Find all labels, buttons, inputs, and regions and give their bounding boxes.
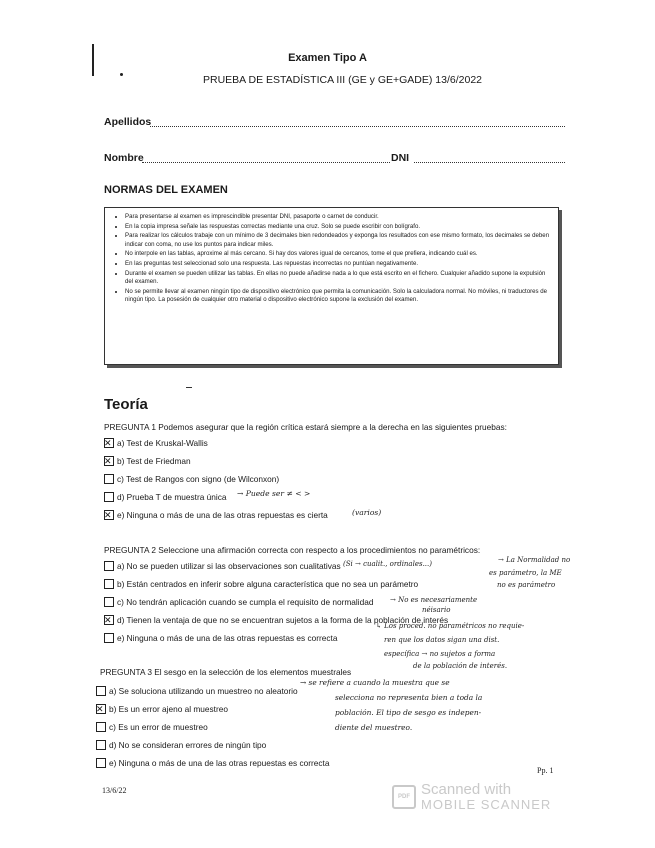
handwritten-note: néisario	[422, 606, 451, 614]
apellidos-line[interactable]	[150, 117, 565, 127]
page-number: Pp. 1	[537, 766, 554, 775]
q1-option-b[interactable]	[104, 456, 191, 466]
handwritten-note: ren que los datos sigan una dist.	[384, 636, 500, 644]
q2-checkbox-e[interactable]	[104, 633, 114, 643]
q3-option-text: c) Es un error de muestreo	[109, 722, 208, 732]
q2-checkbox-c[interactable]	[104, 597, 114, 607]
q2-option-text: b) Están centrados en inferir sobre alguna característica que no sea un parámetro	[117, 579, 419, 589]
norma-item: • En las preguntas test seleccionad solo una respuesta. Las repuestas incorrectas no puntúan negativamente.	[125, 260, 550, 269]
q2-option-b[interactable]	[104, 579, 418, 589]
q3-option-text: b) Es un error ajeno al muestreo	[109, 704, 228, 714]
question-1-title: PREGUNTA 1 Podemos asegurar que la región crítica estará siempre a la derecha en las siguientes pruebas:	[104, 422, 507, 432]
question-3-title: PREGUNTA 3 El sesgo en la selección de los elementos muestrales	[100, 667, 352, 677]
q2-checkbox-d[interactable]	[104, 615, 114, 625]
q1-option-d[interactable]	[104, 492, 226, 502]
q3-checkbox-c[interactable]	[96, 722, 106, 732]
q3-option-d[interactable]	[96, 740, 266, 750]
apellidos-text: Apellidos	[104, 116, 152, 128]
handwritten-note: es parámetro, la ME	[489, 569, 562, 577]
footer-date: 13/6/22	[102, 786, 127, 795]
q3-checkbox-b[interactable]	[96, 704, 106, 714]
handwritten-note: (varios)	[352, 508, 382, 517]
apellidos-label	[104, 116, 151, 128]
q1-option-text: a) Test de Kruskal-Wallis	[117, 438, 208, 448]
nombre-text: Nombre	[104, 152, 144, 164]
scanner-watermark	[392, 782, 551, 812]
norma-item: • Para realizar los cálculos trabaje con un mínimo de 3 decimales bien redondeados y exponga los resultados con ese mismo formato, los decimales se deben indicar con coma, no use los puntos para indicar miles.	[125, 232, 550, 249]
q2-option-e[interactable]	[104, 633, 337, 643]
dni-text: DNI	[391, 152, 410, 164]
handwritten-note: no es parámetro	[497, 581, 556, 589]
exam-title: Examen Tipo A	[288, 52, 367, 64]
nombre-label	[104, 152, 144, 164]
q1-option-a[interactable]	[104, 438, 208, 448]
norma-item: • No interpole en las tablas, aproxime al más cercano. Si hay dos valores igual de cercanos, tome el que prefiera, indicando cuál es.	[125, 250, 550, 259]
q3-checkbox-e[interactable]	[96, 758, 106, 768]
handwritten-note: → No es necesariamente	[390, 596, 478, 604]
q1-option-c[interactable]	[104, 474, 279, 484]
q1-option-text: c) Test de Rangos con signo (de Wilconxon)	[117, 474, 280, 484]
norma-item: • En la copia impresa señale las respuestas correctas mediante una cruz. Solo se puede escribir con bolígrafo.	[125, 223, 550, 232]
question-2-title: PREGUNTA 2 Seleccione una afirmación correcta con respecto a los procedimientos no paramétricos:	[104, 545, 481, 555]
q2-option-text: c) No tendrán aplicación cuando se cumpla el requisito de normalidad	[117, 597, 374, 607]
q3-checkbox-a[interactable]	[96, 686, 106, 696]
handwritten-note: población. El tipo de sesgo es indepen-	[335, 708, 482, 717]
q3-checkbox-d[interactable]	[96, 740, 106, 750]
q2-option-c[interactable]	[104, 597, 373, 607]
q3-option-a[interactable]	[96, 686, 298, 696]
q1-checkbox-d[interactable]	[104, 492, 114, 502]
q1-option-e[interactable]	[104, 510, 328, 520]
normas-box	[104, 207, 559, 365]
watermark-text	[421, 782, 551, 812]
handwritten-note: selecciona no representa bien a toda la	[335, 693, 483, 702]
norma-item: • Durante el examen se pueden utilizar las tablas. En ellas no puede añadirse nada a lo que está escrito en el fichero. Cualquier añadido supone la expulsión del examen.	[125, 270, 550, 287]
nombre-line[interactable]	[142, 153, 390, 163]
normas-title: NORMAS DEL EXAMEN	[104, 184, 228, 196]
norma-item: • No se permite llevar al examen ningún tipo de dispositivo electrónico que permita la comunicación. Solo la calculadora normal. No móviles, ni traductores de ningún tipo. La posesión de cualquier otro material o dispositivo electrónico supone la exclusión del examen.	[125, 288, 550, 305]
q2-checkbox-a[interactable]	[104, 561, 114, 571]
q2-checkbox-b[interactable]	[104, 579, 114, 589]
q1-option-text: d) Prueba T de muestra única	[117, 492, 227, 502]
scan-tick	[186, 387, 192, 388]
handwritten-note: → se refiere a cuando la muestra que se	[300, 678, 450, 687]
q3-option-text: e) Ninguna o más de una de las otras repuestas es correcta	[109, 758, 330, 768]
dni-label	[391, 152, 409, 164]
q1-option-text: e) Ninguna o más de una de las otras repuestas es cierta	[117, 510, 328, 520]
q3-option-text: a) Se soluciona utilizando un muestreo no aleatorio	[109, 686, 298, 696]
handwritten-note: → Puede ser ≠ < >	[237, 489, 311, 498]
handwritten-note: específica → no sujetos a forma	[384, 650, 496, 658]
handwritten-note: diente del muestreo.	[335, 723, 413, 732]
q3-option-c[interactable]	[96, 722, 208, 732]
q1-checkbox-e[interactable]	[104, 510, 114, 520]
handwritten-note: → La Normalidad no	[498, 556, 571, 564]
watermark-line1: Scanned with	[421, 781, 512, 798]
handwritten-note: (Si → cualit., ordinales...)	[343, 560, 432, 568]
q2-option-text: d) Tienen la ventaja de que no se encuentran sujetos a la forma de la población de interés	[117, 615, 449, 625]
normas-list	[113, 213, 550, 305]
exam-subtitle: PRUEBA DE ESTADÍSTICA III (GE y GE+GADE) 13/6/2022	[202, 74, 483, 86]
q1-option-text: b) Test de Friedman	[117, 456, 191, 466]
q2-option-text: a) No se pueden utilizar si las observaciones son cualitativas	[117, 561, 341, 571]
q1-checkbox-c[interactable]	[104, 474, 114, 484]
q2-option-a[interactable]	[104, 561, 341, 571]
q1-checkbox-b[interactable]	[104, 456, 114, 466]
q2-option-text: e) Ninguna o más de una de las otras repuestas es correcta	[117, 633, 338, 643]
q3-option-b[interactable]	[96, 704, 228, 714]
handwritten-note: de la población de interés.	[413, 662, 508, 670]
q1-checkbox-a[interactable]	[104, 438, 114, 448]
handwritten-note: ↳ Los proced. no paramétricos no requie-	[376, 622, 525, 630]
pdf-icon: PDF	[392, 785, 416, 809]
dni-line[interactable]	[414, 153, 565, 163]
norma-item: • Para presentarse al examen es imprescindible presentar DNI, pasaporte o carnet de conducir.	[125, 213, 550, 222]
q3-option-e[interactable]	[96, 758, 329, 768]
q3-option-text: d) No se consideran errores de ningún tipo	[109, 740, 267, 750]
section-title-teoria: Teoría	[104, 396, 148, 413]
watermark-line2: MOBILE SCANNER	[421, 797, 552, 812]
